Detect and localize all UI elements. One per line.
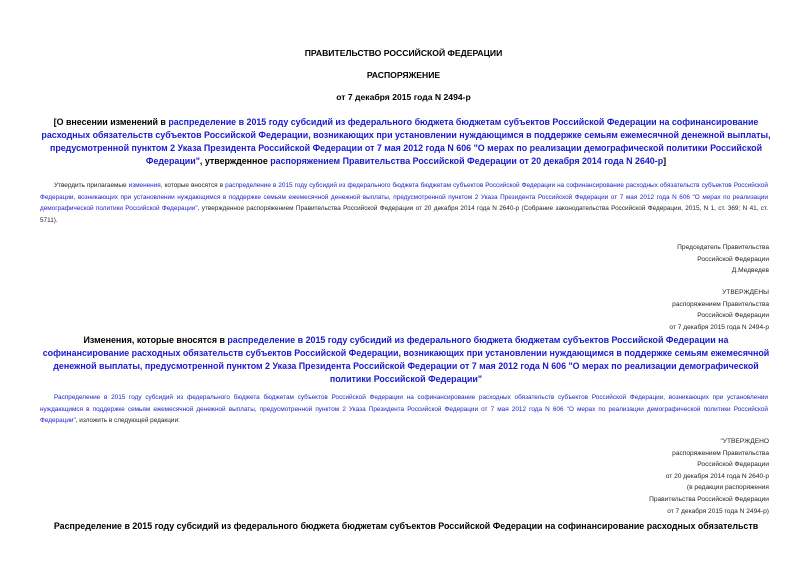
intro-link-distribution[interactable]: распределение в 2015 году субсидий из федерального бюджета бюджетам субъектов Российской Федерации на софинансирование расходных обязательств субъектов Российской Федерации, возникающих при установлении нуждающимся в поддержке семьям ежемесячной денежной выплаты, предусмотренной пунктом 2 Указа Президента Российской Федерации от 7 мая 2012 года N 606 "О мерах по реализации демографической политики Российской Федерации" xyxy=(40,182,769,212)
title-close-text: ] xyxy=(663,156,667,166)
approved2-line-2: распоряжением Правительства xyxy=(672,449,769,457)
changes-title xyxy=(40,334,772,386)
bottom-heading: Распределение в 2015 году субсидий из федерального бюджета бюджетам субъектов Российской Федерации на софинансирование расходных обязательств xyxy=(53,521,759,531)
title-mid-text: , утвержденное xyxy=(199,156,271,166)
approved2-line-3: Российской Федерации xyxy=(697,461,769,469)
title-link-distribution[interactable]: распределение в 2015 году субсидий из федерального бюджета бюджетам субъектов Российской Федерации на софинансирование расходных обязательств субъектов Российской Федерации, возникающих при установлении нуждающимся в поддержке семьям ежемесячной денежной выплаты, предусмотренной пунктом 2 Указа Президента Российской Федерации от 7 мая 2012 года N 606 "О мерах по реализации демографической политики Российской Федерации" xyxy=(41,117,771,166)
approved-line-1: УТВЕРЖДЕНЫ xyxy=(722,289,769,296)
approved2-line-4: от 20 декабря 2014 года N 2640-р xyxy=(665,472,769,480)
signature-line-2: Российской Федерации xyxy=(697,255,769,263)
document-date-number: от 7 декабря 2015 года N 2494-р xyxy=(336,92,471,102)
changes-paragraph xyxy=(40,392,768,427)
intro-paragraph xyxy=(40,180,768,226)
approved-line-2: распоряжением Правительства xyxy=(672,300,769,308)
intro-link-changes[interactable]: изменения xyxy=(128,182,161,189)
government-heading: ПРАВИТЕЛЬСТВО РОССИЙСКОЙ ФЕДЕРАЦИИ xyxy=(304,48,503,58)
approved2-line-1: "УТВЕРЖДЕНО xyxy=(720,438,769,445)
approved-block xyxy=(669,287,769,333)
document-type-heading: РАСПОРЯЖЕНИЕ xyxy=(366,70,441,80)
approved-line-3: Российской Федерации xyxy=(697,312,769,320)
approved2-line-7: от 7 декабря 2015 года N 2494-р) xyxy=(667,507,769,515)
changes-title-link[interactable]: распределение в 2015 году субсидий из федерального бюджета бюджетам субъектов Российской Федерации на софинансирование расходных обязательств субъектов Российской Федерации, возникающих при установлении нуждающимся в поддержке семьям ежемесячной денежной выплаты, предусмотренной пунктом 2 Указа Президента Российской Федерации от 7 мая 2012 года N 606 "О мерах по реализации демографической политики Российской Федерации" xyxy=(42,335,770,384)
document-title xyxy=(40,116,772,168)
intro-text-3: , утвержденное распоряжением Правительства Российской Федерации от 20 декабря 2014 года N 2640-р (Собрание законодательства Российской Федерации, 2015, N 1, ст. 369; N 41, ст. 5711). xyxy=(40,205,768,224)
signature-block xyxy=(677,242,769,277)
approved2-line-6: Правительства Российской Федерации xyxy=(649,495,769,503)
signature-line-1: Председатель Правительства xyxy=(677,244,769,251)
title-link-order[interactable]: распоряжением Правительства Российской Федерации от 20 декабря 2014 года N 2640-р xyxy=(270,156,664,166)
signature-line-3: Д.Медведев xyxy=(731,267,769,275)
intro-text-1: Утвердить прилагаемые xyxy=(54,182,129,189)
approved2-line-5: (в редакции распоряжения xyxy=(686,484,769,492)
title-open-text: [О внесении изменений в xyxy=(53,117,169,127)
approved-redaction-block xyxy=(649,436,769,517)
approved-line-4: от 7 декабря 2015 года N 2494-р xyxy=(669,323,769,331)
changes-paragraph-text: , изложить в следующей редакции: xyxy=(75,417,180,424)
changes-paragraph-link[interactable]: Распределение в 2015 году субсидий из федерального бюджета бюджетам субъектов Российской Федерации на софинансирование расходных обязательств субъектов Российской Федерации, возникающих при установлении нуждающимся в поддержке семьям ежемесячной денежной выплаты, предусмотренной пунктом 2 Указа Президента Российской Федерации от 7 мая 2012 года N 606 "О мерах по реализации демографической политики Российской Федерации" xyxy=(40,394,768,424)
intro-text-2: , которые вносятся в xyxy=(160,182,226,189)
changes-title-text: Изменения, которые вносятся в xyxy=(83,335,228,345)
